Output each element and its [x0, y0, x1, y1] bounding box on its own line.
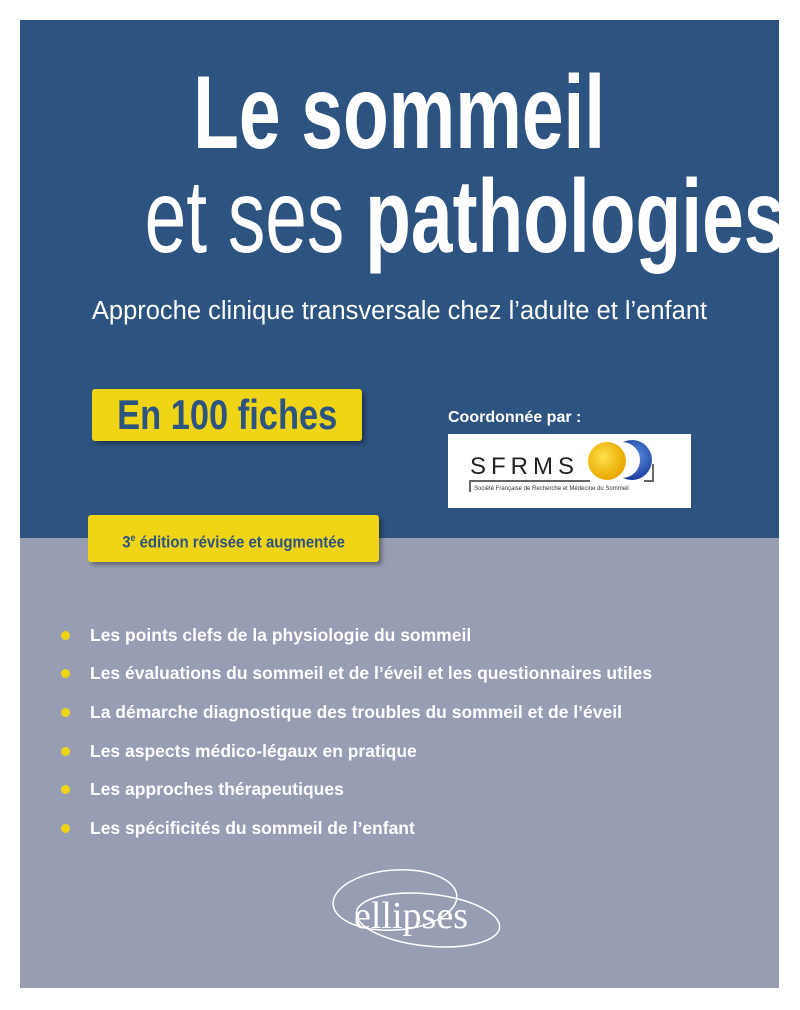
- bullet-icon: [61, 824, 70, 833]
- list-item: [60, 732, 652, 771]
- subtitle: Approche clinique transversale chez l’adulte et l’enfant: [91, 297, 708, 325]
- list-item-text: Les points clefs de la physiologie du sommeil: [90, 624, 472, 645]
- title-bold: pathologies: [365, 159, 786, 275]
- edition-superscript: e: [130, 533, 136, 544]
- list-item-text: Les approches thérapeutiques: [90, 779, 344, 800]
- edition-badge: [88, 515, 379, 562]
- list-item-text: Les spécificités du sommeil de l’enfant: [90, 817, 415, 838]
- sfrms-fullname: Société Française de Recherche et Médecine du Sommeil: [474, 486, 629, 492]
- list-item-text: Les évaluations du sommeil et de l’éveil et les questionnaires utiles: [90, 663, 653, 684]
- bullet-icon: [61, 669, 70, 678]
- title-line-2: [20, 159, 786, 275]
- edition-badge-wrap: [122, 515, 345, 566]
- edition-text: édition révisée et augmentée: [135, 532, 345, 552]
- list-item: [60, 809, 652, 848]
- edition-number: 3: [122, 532, 131, 552]
- title-text-1: Le sommeil: [193, 55, 606, 171]
- publisher-name: ellipses: [354, 895, 468, 937]
- sfrms-logo: [448, 434, 691, 508]
- title-line-1: [20, 55, 779, 171]
- coordinated-by-label: Coordonnée par :: [448, 409, 582, 426]
- list-item: [60, 770, 652, 809]
- publisher-logo: [310, 862, 530, 967]
- list-item: [60, 693, 652, 732]
- list-item: [60, 655, 652, 694]
- bullet-icon: [61, 747, 70, 756]
- list-item-text: La démarche diagnostique des troubles du sommeil et de l’éveil: [90, 701, 622, 722]
- fiches-badge: [92, 389, 362, 441]
- list-item-text: Les aspects médico-légaux en pratique: [90, 740, 417, 761]
- fiches-badge-text: En 100 fiches: [116, 391, 338, 438]
- bullet-icon: [61, 631, 70, 640]
- bullet-icon: [61, 708, 70, 717]
- book-cover: [20, 20, 786, 988]
- sfrms-acronym: SFRMS: [470, 453, 579, 480]
- list-item: [60, 616, 652, 655]
- title-line-2-wrap: [144, 159, 786, 275]
- topic-list: [60, 616, 652, 848]
- cover-top-panel: [20, 20, 786, 538]
- bullet-icon: [61, 785, 70, 794]
- title-regular: et ses: [144, 159, 366, 275]
